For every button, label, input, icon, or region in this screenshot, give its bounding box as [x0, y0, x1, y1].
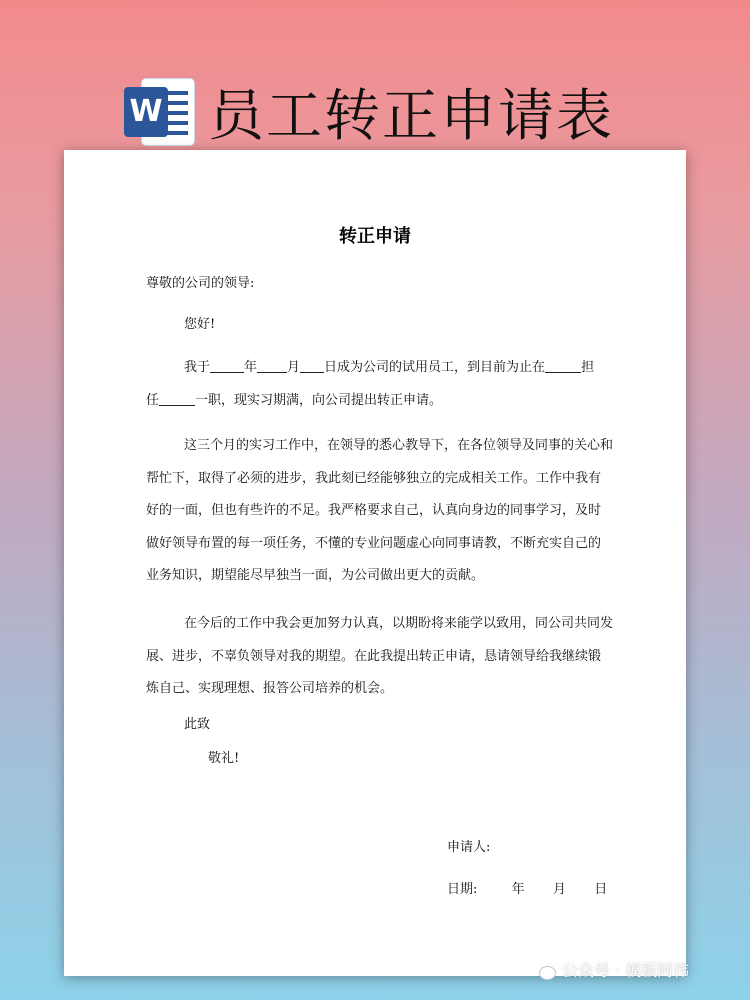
intro-text: 月 [287, 360, 301, 375]
paragraph-line: 展、进步，不辜负领导对我的期望。在此我提出转正申请，恳请领导给我继续锻 [146, 648, 602, 664]
paragraph-line: 业务知识，期望能尽早独当一面，为公司做出更大的贡献。 [146, 568, 485, 583]
date-label: 日期: [447, 882, 478, 897]
department-blank[interactable] [545, 358, 581, 373]
paragraph-line: 好的一面，但也有些许的不足。我严格要求自己，认真向身边的同事学习，及时 [146, 503, 602, 518]
banner [124, 72, 614, 152]
document-page [64, 150, 686, 976]
date-month: 月 [552, 882, 566, 897]
applicant-label: 申请人: [447, 840, 491, 855]
intro-text: 任 [146, 392, 160, 408]
document-title: 转正申请 [339, 226, 411, 247]
paragraph-internship [146, 430, 614, 593]
position-blank[interactable] [159, 391, 195, 406]
day-blank[interactable] [300, 358, 324, 373]
year-blank[interactable] [210, 358, 244, 373]
intro-text: 一职，现实习期满，向公司提出转正申请。 [195, 392, 443, 408]
intro-text: 日成为公司的试用员工，到目前为止在 [324, 360, 546, 375]
paragraph-line: 做好领导布置的每一项任务，不懂的专业问题虚心向同事请教，不断充实自己的 [146, 535, 602, 551]
closing-text: 此致 [184, 717, 211, 732]
watermark-text: 公众号 · 模板阿伟 [562, 961, 690, 980]
date-year: 年 [511, 882, 525, 897]
regards-text: 敬礼! [208, 751, 240, 766]
date-day: 日 [594, 882, 608, 897]
word-app-icon [124, 77, 194, 147]
paragraph-line: 炼自己、实现理想、报答公司培养的机会。 [146, 681, 394, 696]
watermark [530, 958, 689, 981]
banner-title: 员工转正申请表 [208, 84, 614, 149]
paragraph-line: 帮忙下，取得了必须的进步，我此刻已经能够独立的完成相关工作。工作中我有 [146, 470, 602, 486]
intro-text: 担 [581, 360, 595, 375]
paragraph-line: 这三个月的实习工作中，在领导的悉心教导下，在各位领导及同事的关心和 [184, 438, 614, 453]
paragraph-line: 在今后的工作中我会更加努力认真，以期盼将来能学以致用，同公司共同发 [184, 616, 614, 631]
intro-text: 我于 [184, 360, 211, 375]
word-icon-letter: W [124, 87, 168, 137]
month-blank[interactable] [257, 358, 287, 373]
paragraph-future [146, 608, 614, 706]
wechat-icon [530, 959, 556, 981]
date-line [447, 878, 607, 897]
salutation: 尊敬的公司的领导: [146, 276, 255, 291]
intro-text: 年 [244, 360, 258, 375]
intro-paragraph [146, 352, 606, 417]
greeting: 您好! [184, 317, 216, 332]
